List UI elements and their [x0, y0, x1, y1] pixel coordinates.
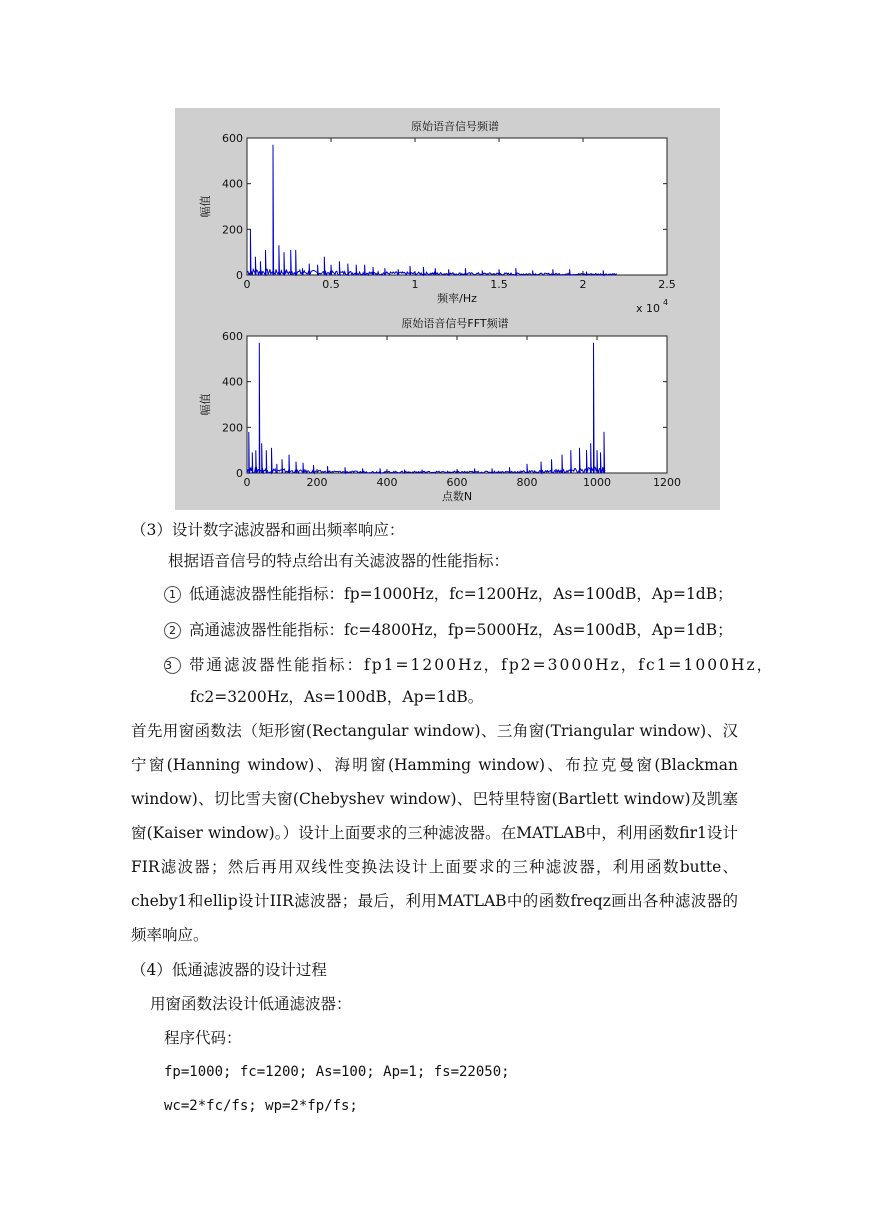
plot-area [247, 138, 667, 275]
x-tick-label: 1200 [653, 476, 681, 489]
x-axis-label: 频率/Hz [437, 292, 477, 305]
x-multiplier-exponent: 4 [663, 298, 669, 307]
figure-canvas [175, 108, 720, 510]
y-tick-label: 400 [222, 177, 243, 191]
spec-bandpass [164, 655, 775, 675]
body-paragraph: 首先用窗函数法（矩形窗(Rectangular window)、三角窗(Triangular window)、汉宁窗(Hanning window)、海明窗(Hamming window)、布拉克曼窗(Blackman window)、切比雪夫窗(Chebyshev window)、巴特里特窗(Bartlett window)及凯塞窗(Kaiser window)。）设计上面要求的三种滤波器。在MATLAB中，利用函数fir1设计FIR滤波器；然后再用双线性变换法设计上面要求的三种滤波器，利用函数butte、cheby1和ellip设计IIR滤波器；最后，利用MATLAB中的函数freqz画出各种滤波器的频率响应。 [131, 722, 738, 944]
x-tick-label: 0 [243, 476, 251, 489]
y-tick-label: 600 [222, 330, 243, 343]
y-tick-label: 0 [236, 269, 243, 282]
step4-intro: 用窗函数法设计低通滤波器： [150, 995, 352, 1013]
x-multiplier: x 10 [636, 302, 661, 315]
x-tick-label: 1000 [583, 476, 611, 489]
step3-heading: （3）设计数字滤波器和画出频率响应： [131, 521, 405, 539]
x-tick-label: 800 [516, 476, 538, 489]
circled-number: 2 [164, 622, 181, 639]
spectrum-chart [198, 119, 676, 315]
spec-highpass-text: 高通滤波器性能指标：fc=4800Hz，fp=5000Hz，As=100dB，Ap=1dB； [189, 621, 733, 639]
x-tick-label: 2.5 [658, 278, 676, 291]
y-axis-label: 幅值 [199, 393, 212, 416]
spec-bandpass-cont: fc2=3200Hz，As=100dB，Ap=1dB。 [190, 688, 484, 706]
y-tick-label: 200 [222, 223, 243, 237]
x-tick-label: 200 [306, 476, 328, 489]
chart-title: 原始语音信号频谱 [411, 120, 499, 133]
y-tick-label: 600 [222, 132, 243, 145]
chart-title: 原始语音信号FFT频谱 [401, 317, 509, 330]
y-axis-label: 幅值 [199, 195, 212, 218]
circled-number: 1 [164, 586, 181, 603]
step4-heading: （4）低通滤波器的设计过程 [131, 961, 327, 979]
x-tick-label: 600 [446, 476, 468, 489]
x-tick-label: 1.5 [490, 278, 508, 291]
x-tick-label: 2 [579, 278, 587, 291]
x-tick-label: 0 [243, 278, 251, 291]
matlab-figure [175, 108, 720, 510]
y-tick-label: 200 [222, 421, 243, 435]
x-tick-label: 1 [411, 278, 419, 291]
code-label: 程序代码： [164, 1029, 242, 1047]
spec-bandpass-text: 带通滤波器性能指标：fp1=1200Hz，fp2=3000Hz，fc1=1000Hz， [189, 656, 775, 674]
x-tick-label: 0.5 [322, 278, 340, 291]
y-tick-label: 0 [236, 467, 243, 480]
x-axis-label: 点数N [441, 490, 473, 503]
spec-lowpass [164, 584, 733, 604]
spec-highpass [164, 620, 733, 640]
code-line-1: fp=1000; fc=1200; As=100; Ap=1; fs=22050; [164, 1064, 510, 1080]
code-line-2: wc=2*fc/fs; wp=2*fp/fs; [164, 1098, 358, 1114]
step3-intro: 根据语音信号的特点给出有关滤波器的性能指标： [168, 552, 510, 570]
spec-lowpass-text: 低通滤波器性能指标：fp=1000Hz，fc=1200Hz，As=100dB，Ap=1dB； [189, 585, 733, 603]
x-tick-label: 400 [376, 476, 398, 489]
fft-chart [198, 316, 681, 503]
y-tick-label: 400 [222, 375, 243, 389]
circled-number: 3 [164, 657, 181, 674]
